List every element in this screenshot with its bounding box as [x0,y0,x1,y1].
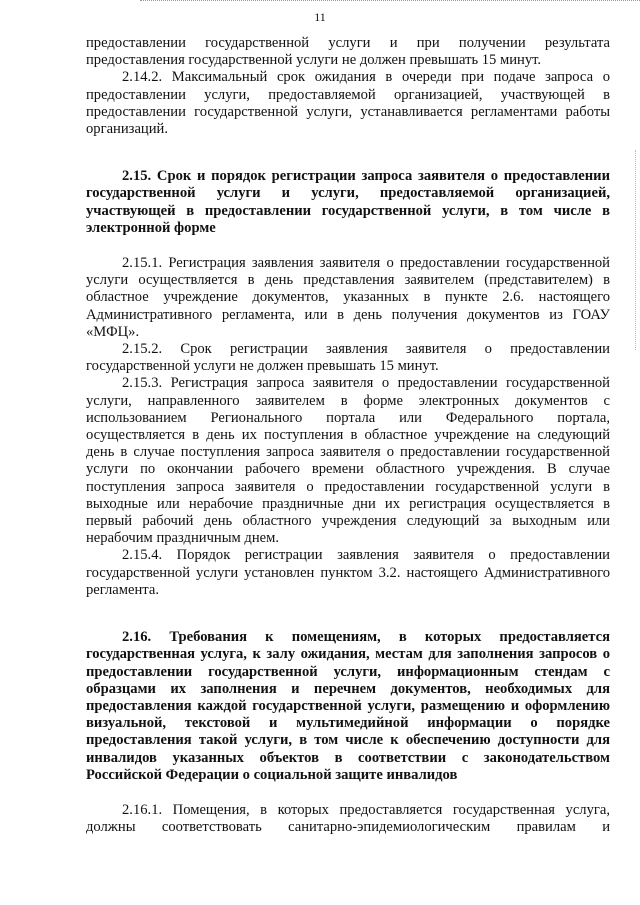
spacer [86,784,610,802]
spacer [86,138,610,168]
scan-edge-mark [140,0,640,4]
paragraph-2-15-3: 2.15.3. Регистрация запроса заявителя о предоставлении государственной услуги, направленного заявителем в форме электронных документов с использованием Регионального портала или Федерального портала, осуществляется в день их поступления в областное учреждение на следующий день в случае поступления запроса заявителя о предоставлении государственной услуги по окончании рабочего времени областного учреждения. В случае поступления запроса заявителя о предоставлении государственной услуги в выходные или нерабочие праздничные дни их регистрация осуществляется в первый рабочий день областного учреждения следующий за выходным или нерабочим праздничным днем. [86,375,610,547]
paragraph-2-15-2: 2.15.2. Срок регистрации заявления заявителя о предоставлении государственной услуги не должен превышать 15 минут. [86,341,610,375]
page-number: 11 [314,10,326,24]
section-heading-2-15: 2.15. Срок и порядок регистрации запроса заявителя о предоставлении государственной услуги и услуги, предоставляемой организацией, участвующей в предоставлении государственной услуги, в том числе в электронной форме [86,168,610,236]
scan-edge-mark-right [634,150,636,350]
paragraph-2-14-2: 2.14.2. Максимальный срок ожидания в очереди при подаче запроса о предоставлении услуги, предоставляемой организацией, участвующей в предоставлении государственной услуги, устанавливается регламентами работы организаций. [86,69,610,138]
spacer [86,599,610,629]
paragraph-2-16-1: 2.16.1. Помещения, в которых предоставляется государственная услуга, должны соответствовать санитарно-эпидемиологическим правилам и [86,801,610,836]
spacer [86,237,610,255]
document-body [86,35,610,836]
paragraph-2-14-continuation: предоставлении государственной услуги и при получении результата предоставления государственной услуги не должен превышать 15 минут. [86,35,610,69]
section-heading-2-16: 2.16. Требования к помещениям, в которых предоставляется государственная услуга, к залу ожидания, местам для заполнения запросов о предоставлении государственной услуги, информационным стендам с образцами их заполнения и перечнем документов, необходимых для предоставления каждой государственной услуги, размещению и оформлению визуальной, текстовой и мультимедийной информации о порядке предоставления такой услуги, в том числе к обеспечению доступности для инвалидов указанных объектов в соответствии с законодательством Российской Федерации о социальной защите инвалидов [86,629,610,783]
paragraph-2-15-1: 2.15.1. Регистрация заявления заявителя о предоставлении государственной услуги осуществляется в день представления заявителем (представителем) в областное учреждение документов, указанных в пункте 2.6. настоящего Административного регламента, или в день получения документов из ГОАУ «МФЦ». [86,255,610,340]
paragraph-2-15-4: 2.15.4. Порядок регистрации заявления заявителя о предоставлении государственной услуги установлен пунктом 3.2. настоящего Административного регламента. [86,547,610,598]
